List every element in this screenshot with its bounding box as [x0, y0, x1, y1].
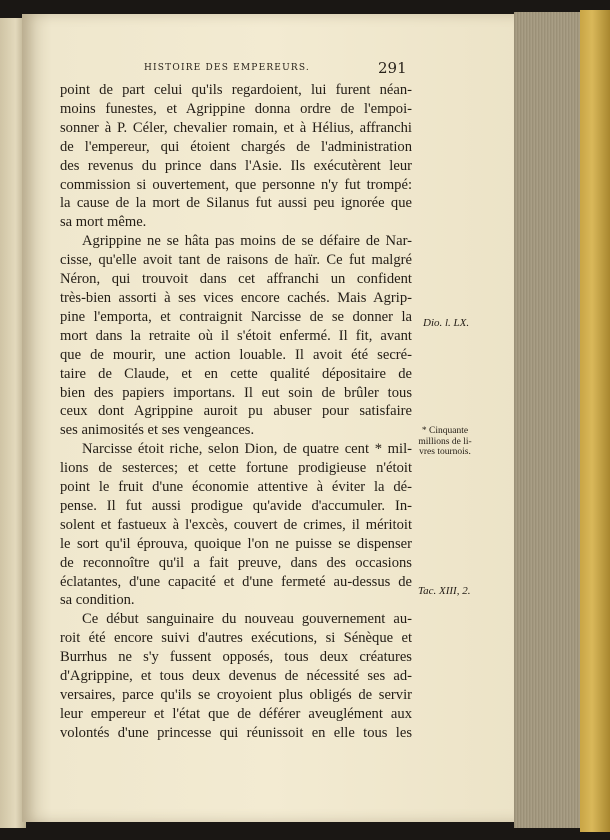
text-line: sa condition.: [60, 592, 135, 609]
text-line: la cause de la mort de Silanus fut aussi peu ignorée que: [60, 195, 412, 212]
text-line: sonner à P. Céler, chevalier romain, et à Hélius, affranchi: [60, 119, 412, 136]
text-line: mort dans la retraite où il s'étoit enfermé. Il fit, avant: [60, 327, 412, 344]
text-line: le sort qu'il éprouva, quoique l'on ne puisse se dispenser: [60, 535, 412, 552]
text-line: Ce début sanguinaire du nouveau gouvernement au-: [82, 611, 412, 628]
text-line: que de mourir, une action louable. Il avoit été secré-: [60, 346, 412, 363]
footnote-line: * Cinquante: [421, 426, 469, 436]
footnote-line: millions de li-: [418, 436, 472, 447]
running-head: HISTOIRE DES EMPEREURS.: [144, 63, 310, 73]
text-line: de l'empereur, qui étoient chargés de l'administration: [60, 138, 412, 155]
text-line: cisse, qu'elle avoit tant de raisons de haïr. Ce fut malgré: [60, 252, 412, 269]
text-line: éclatantes, d'une capacité et d'une fermeté au-dessus de: [60, 573, 412, 590]
text-line: sa mort même.: [60, 214, 147, 231]
text-line: versaires, parce qu'ils se croyoient plus obligés de servir: [60, 687, 412, 703]
text-line: point le fruit d'une économie attentive à éviter la dé-: [60, 479, 412, 496]
body-text: [60, 81, 412, 743]
text-line: bien des papiers importans. Il eut soin de brûler tous: [60, 384, 412, 401]
text-line: ses animosités et ses vengeances.: [60, 422, 255, 439]
page-stack-edge: [514, 12, 582, 828]
text-line: d'Agrippine, et tous deux devenus de nécessité ses ad-: [60, 668, 412, 685]
footnote-line: vres tournois.: [419, 447, 471, 457]
text-line: roit été encore suivi d'autres exécutions, si Sénèque et: [60, 630, 412, 647]
margin-note-dio: Dio. l. LX.: [423, 317, 470, 329]
text-line: des revenus du prince dans l'Asie. Ils exécutèrent leur: [60, 157, 412, 174]
text-line: leur empereur et l'état que de déférer aveuglément aux: [60, 705, 412, 722]
text-line: de reconnoître qu'il a fait preuve, dans des occasions: [60, 554, 412, 571]
text-line: pense. Il fut aussi prodigue qu'avide d'accumuler. In-: [60, 497, 412, 514]
text-line: Narcisse étoit riche, selon Dion, de quatre cent * mil-: [82, 441, 412, 458]
text-line: point de part celui qu'ils regardoient, lui furent néan-: [60, 82, 412, 98]
text-line: pine l'emporta, et contraignit Narcisse de se donner la: [60, 308, 412, 325]
text-line: Burrhus ne s'y fussent opposés, tous deux créatures: [60, 649, 412, 666]
text-line: Agrippine ne se hâta pas moins de se défaire de Nar-: [82, 233, 412, 250]
text-line: ceux dont Agrippine auroit pu abuser pour satisfaire: [60, 403, 412, 420]
book-cover-edge: [580, 10, 610, 832]
page-number: 291: [378, 59, 407, 77]
text-line: très-bien assorti à ses vices encore cachés. Mais Agrip-: [60, 289, 412, 306]
footnote-cinquante: [410, 426, 480, 458]
margin-note-tac: Tac. XIII, 2.: [418, 585, 471, 597]
text-line: lions de sesterces; et cette fortune prodigieuse n'étoit: [60, 460, 412, 477]
text-line: volontés d'une princesse qui réunissoit en elle tous les: [60, 724, 412, 741]
text-line: commission si ouvertement, que personne n'y fut trompé:: [60, 176, 412, 193]
text-line: taire de Claude, et en cette qualité dépositaire de: [60, 365, 412, 382]
text-line: solent et fastueux à l'excès, couvert de crimes, il méritoit: [60, 516, 412, 533]
text-line: Néron, qui trouvoit dans cet affranchi un confident: [60, 271, 412, 288]
text-line: moins funestes, et Agrippine donna ordre de l'empoi-: [60, 100, 412, 117]
